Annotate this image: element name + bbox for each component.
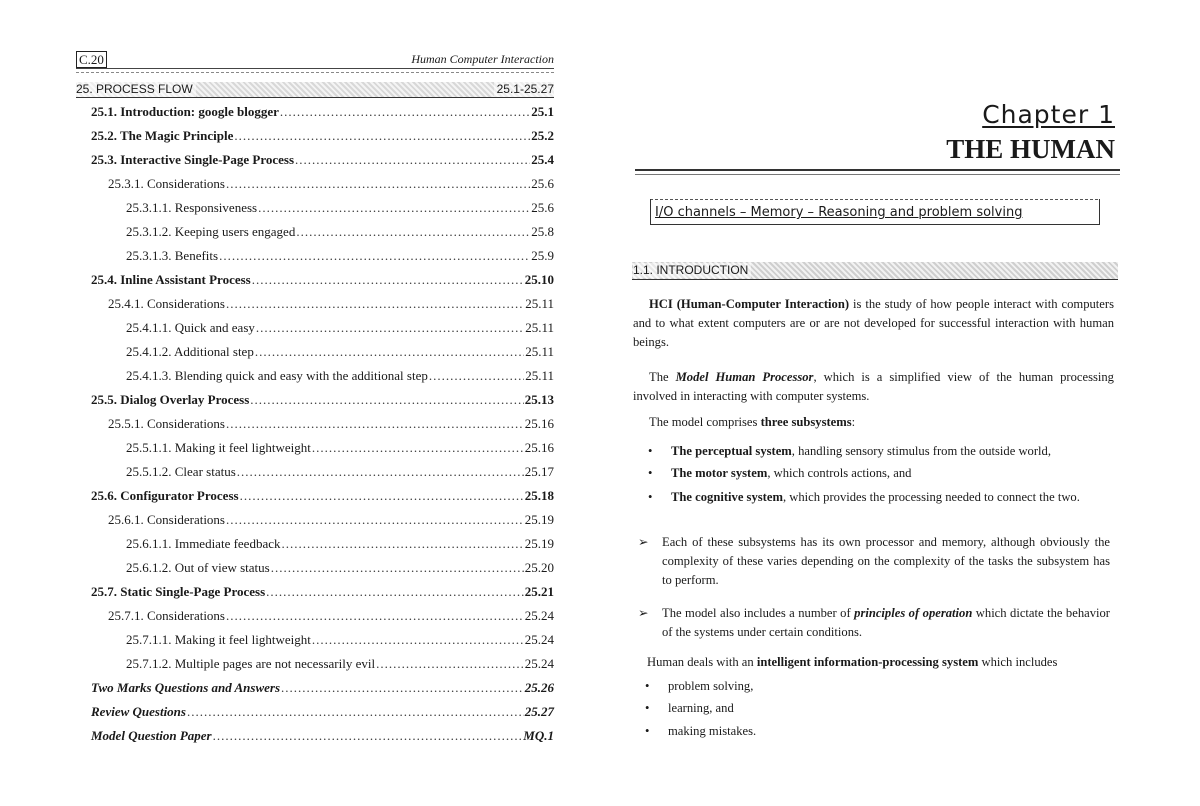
ability-text: problem solving, [668, 679, 754, 693]
paragraph-mhp [633, 368, 1114, 406]
toc-leader-dots [312, 630, 524, 650]
intelligent-term: intelligent information-processing system [756, 655, 979, 669]
toc-leader-dots [219, 246, 530, 266]
toc-leader-dots [226, 414, 524, 434]
bullet-icon: • [645, 701, 650, 715]
toc-leader-dots [234, 126, 530, 146]
toc-entry-label: 25.6.1.2. Out of view status [126, 560, 270, 575]
toc-entry-label: 25.7.1. Considerations [108, 608, 225, 623]
subsystem-desc: , handling sensory stimulus from the outside world, [791, 444, 1051, 458]
list-item [648, 488, 1118, 528]
toc-entry-page: 25.24 [524, 608, 554, 623]
section-title-bar [632, 262, 1118, 280]
subsystem-desc: , which controls actions, and [767, 466, 912, 480]
toc-leader-dots [256, 318, 524, 338]
header-rule [76, 68, 554, 69]
bullet-icon: • [645, 724, 650, 738]
page-number: C.20 [76, 51, 107, 68]
toc-leader-dots [226, 510, 524, 530]
arrow-bullet-icon: ➢ [638, 535, 649, 549]
toc-entry-label: 25.5.1. Considerations [108, 416, 225, 431]
toc-entry-label: 25.3.1.2. Keeping users engaged [126, 224, 296, 239]
toc-row [91, 726, 554, 746]
toc-leader-dots [429, 366, 524, 386]
toc-row [91, 270, 554, 290]
toc-entry-label: 25.5.1.1. Making it feel lightweight [126, 440, 311, 455]
toc-entry-page: 25.18 [524, 488, 554, 503]
section-title: 1.1. INTRODUCTION [633, 263, 751, 278]
subsystems-pre: The model comprises [649, 415, 761, 429]
chapter-label: Chapter 1 [982, 100, 1115, 129]
paragraph-hci [633, 295, 1114, 352]
list-item [648, 442, 1118, 462]
toc-entry-page: 25.11 [525, 368, 554, 383]
mhp-rest: , which is a simplified view of the human processing involved in interacting with computer systems. [633, 370, 1114, 403]
toc-entry-label: 25.4. Inline Assistant Process [91, 272, 251, 287]
intelligent-pre: Human deals with an [647, 655, 757, 669]
subsystem-name: The motor system [671, 466, 768, 480]
running-header: Human Computer Interaction [411, 52, 554, 66]
toc-entry-page: 25.2 [531, 128, 554, 143]
list-item [638, 533, 1116, 593]
toc-row [108, 510, 554, 530]
toc-leader-dots [271, 558, 524, 578]
toc-entry-page: 25.17 [524, 464, 554, 479]
arrow-bullet-icon: ➢ [638, 606, 649, 620]
toc-entry-label: 25.6.1.1. Immediate feedback [126, 536, 281, 551]
toc-entry-page: MQ.1 [523, 728, 554, 743]
header-rule-dashed [76, 72, 554, 73]
hci-definition: is the study of how people interact with computers and to what extent computers are or are not developed for successful interaction with human beings. [633, 297, 1114, 349]
toc-entry-label: 25.4.1.1. Quick and easy [126, 320, 255, 335]
bullet-icon: • [645, 679, 650, 693]
toc-row [108, 606, 554, 626]
intelligent-post: which includes [978, 655, 1058, 669]
arrow-bullet-text: Each of these subsystems has its own processor and memory, although obviously the complexity of these varies depending on the complexity of the tasks the subsystem has to perform. [662, 535, 1110, 587]
ability-text: making mistakes. [668, 724, 757, 738]
toc-row [126, 342, 554, 362]
section-bar [76, 82, 554, 98]
principles-post: which dictate the behavior of the systems under certain conditions. [662, 606, 1110, 639]
toc-leader-dots [187, 702, 524, 722]
section-bar-range: 25.1-25.27 [494, 82, 554, 97]
toc-entry-label: 25.6.1. Considerations [108, 512, 225, 527]
bullet-icon: • [648, 490, 653, 504]
toc-leader-dots [237, 462, 524, 482]
toc-leader-dots [226, 606, 524, 626]
toc-entry-page: 25.20 [524, 560, 554, 575]
toc-entry-label: 25.4.1.3. Blending quick and easy with the additional step [126, 368, 428, 383]
list-item [645, 677, 945, 697]
toc-row [91, 678, 554, 698]
paragraph-intelligent [647, 653, 1117, 672]
chapter-title: THE HUMAN [946, 134, 1115, 164]
toc-entry-page: 25.4 [531, 152, 554, 167]
mhp-pre: The [649, 370, 676, 384]
toc-entry-label: 25.7. Static Single-Page Process [91, 584, 266, 599]
toc-row [126, 198, 554, 218]
principles-term: principles of operation [854, 606, 973, 620]
toc-leader-dots [250, 390, 523, 410]
toc-entry-label: 25.2. The Magic Principle [91, 128, 234, 143]
subsystem-name: The perceptual system [671, 444, 792, 458]
toc-leader-dots [280, 102, 530, 122]
list-item [648, 464, 1118, 484]
toc-entry-label: 25.7.1.1. Making it feel lightweight [126, 632, 311, 647]
toc-entry-page: 25.8 [531, 224, 554, 239]
toc-row [91, 486, 554, 506]
toc-entry-page: 25.27 [524, 704, 554, 719]
bullet-icon: • [648, 444, 653, 458]
toc-entry-label: 25.3.1.1. Responsiveness [126, 200, 258, 215]
toc-entry-label: 25.3.1.3. Benefits [126, 248, 219, 263]
toc-row [91, 702, 554, 722]
toc-leader-dots [376, 654, 524, 674]
toc-entry-page: 25.11 [525, 296, 554, 311]
toc-leader-dots [266, 582, 524, 602]
toc-entry-label: 25.6. Configurator Process [91, 488, 239, 503]
toc-row [126, 318, 554, 338]
hci-term: HCI (Human-Computer Interaction) [649, 297, 850, 311]
bullet-icon: • [648, 466, 653, 480]
toc-row [126, 366, 554, 386]
subsystem-name: The cognitive system [671, 490, 783, 504]
toc-entry-label: 25.3.1. Considerations [108, 176, 225, 191]
toc-entry-page: 25.10 [524, 272, 554, 287]
toc-entry-page: 25.11 [525, 320, 554, 335]
toc-entry-label: 25.5.1.2. Clear status [126, 464, 236, 479]
toc-entry-label: Model Question Paper [91, 728, 212, 743]
ability-text: learning, and [668, 701, 734, 715]
principles-pre: The model also includes a number of [662, 606, 855, 620]
mhp-term: Model Human Processor [675, 370, 814, 384]
toc-entry-page: 25.13 [524, 392, 554, 407]
toc-row [91, 390, 554, 410]
toc-entry-page: 25.21 [524, 584, 554, 599]
toc-row [126, 630, 554, 650]
chapter-rule-thin [635, 174, 1120, 175]
toc-entry-page: 25.24 [524, 632, 554, 647]
toc-entry-page: 25.6 [531, 176, 554, 191]
toc-entry-page: 25.16 [524, 416, 554, 431]
toc-leader-dots [226, 294, 524, 314]
toc-row [126, 558, 554, 578]
toc-entry-page: 25.11 [525, 344, 554, 359]
toc-row [91, 126, 554, 146]
toc-row [91, 582, 554, 602]
subsystems-term: three subsystems [760, 415, 852, 429]
toc-entry-page: 25.26 [524, 680, 554, 695]
toc-leader-dots [258, 198, 530, 218]
list-item [645, 722, 945, 742]
topics-box-text: I/O channels – Memory – Reasoning and problem solving [655, 205, 1023, 220]
toc-entry-page: 25.24 [524, 656, 554, 671]
toc-leader-dots [281, 678, 524, 698]
paragraph-subsystems [633, 413, 1114, 432]
list-item [638, 604, 1116, 644]
toc-leader-dots [226, 174, 530, 194]
section-bar-title: 25. PROCESS FLOW [76, 82, 196, 97]
toc-entry-label: Two Marks Questions and Answers [91, 680, 281, 695]
toc-row [126, 246, 554, 266]
toc-entry-label: 25.5. Dialog Overlay Process [91, 392, 250, 407]
toc-entry-label: 25.1. Introduction: google blogger [91, 104, 279, 119]
toc-entry-label: 25.4.1.2. Additional step [126, 344, 254, 359]
toc-entry-page: 25.19 [524, 512, 554, 527]
toc-entry-label: Review Questions [91, 704, 186, 719]
toc-entry-label: 25.3. Interactive Single-Page Process [91, 152, 295, 167]
toc-row [126, 654, 554, 674]
toc-row [91, 150, 554, 170]
toc-leader-dots [252, 270, 524, 290]
toc-leader-dots [255, 342, 524, 362]
toc-row [126, 222, 554, 242]
toc-row [108, 174, 554, 194]
toc-row [108, 414, 554, 434]
toc-entry-page: 25.19 [524, 536, 554, 551]
toc-leader-dots [282, 534, 524, 554]
toc-row [108, 294, 554, 314]
toc-entry-label: 25.4.1. Considerations [108, 296, 225, 311]
toc-leader-dots [295, 150, 530, 170]
toc-row [91, 102, 554, 122]
toc-row [126, 462, 554, 482]
toc-entry-page: 25.16 [524, 440, 554, 455]
list-item [645, 699, 945, 719]
toc-entry-page: 25.6 [531, 200, 554, 215]
toc-row [126, 534, 554, 554]
toc-entry-page: 25.9 [531, 248, 554, 263]
toc-leader-dots [312, 438, 524, 458]
toc-leader-dots [296, 222, 530, 242]
subsystems-post: : [851, 415, 856, 429]
toc-entry-label: 25.7.1.2. Multiple pages are not necessarily evil [126, 656, 376, 671]
toc-entry-page: 25.1 [531, 104, 554, 119]
subsystem-desc: , which provides the processing needed to connect the two. [782, 490, 1080, 504]
toc-leader-dots [240, 486, 524, 506]
toc-row [126, 438, 554, 458]
toc-leader-dots [213, 726, 523, 746]
chapter-rule [635, 169, 1120, 171]
